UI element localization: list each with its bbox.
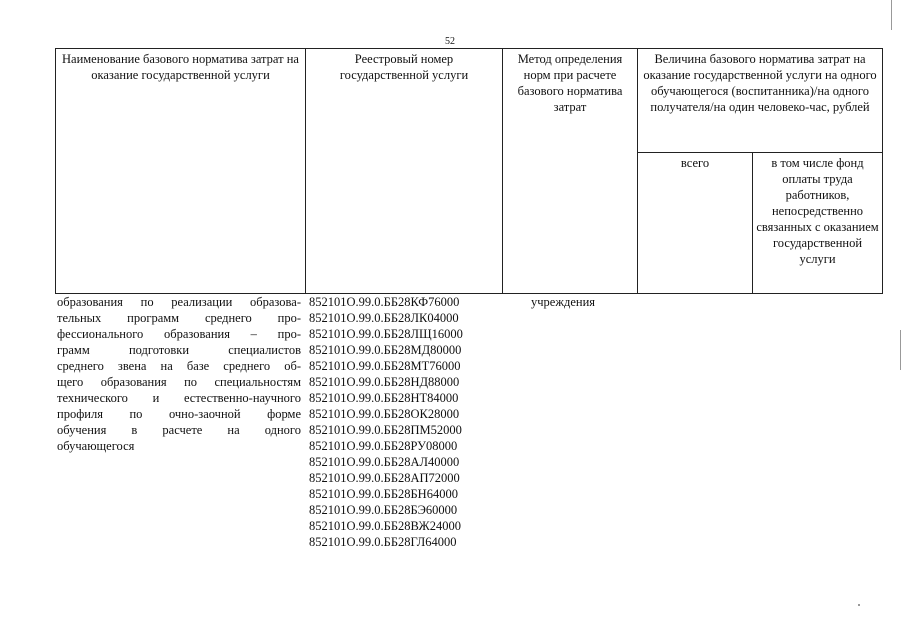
service-name-line: образования по реализации образова-: [57, 295, 301, 309]
service-name-text: [57, 294, 301, 454]
header-row: [56, 49, 883, 153]
header-total: всего: [638, 153, 753, 294]
registry-code: 852101О.99.0.ББ28БН64000: [309, 487, 458, 501]
scan-edge-mark: [891, 0, 892, 30]
service-name-line: обучения в расчете на одного: [57, 423, 301, 437]
registry-code: 852101О.99.0.ББ28ВЖ24000: [309, 519, 461, 533]
service-name-line: технического и естественно-научного: [57, 391, 301, 405]
service-name-line: среднего звена на базе среднего об-: [57, 359, 301, 373]
method-text: учреждения: [531, 295, 596, 309]
scan-edge-mark: [900, 330, 901, 370]
registry-code: 852101О.99.0.ББ28ПМ52000: [309, 423, 462, 437]
header-registry-number: Реестровый номер государственной услуги: [306, 49, 503, 294]
registry-code: 852101О.99.0.ББ28КФ76000: [309, 295, 460, 309]
service-name-line: обучающегося: [57, 439, 135, 453]
registry-codes: [309, 294, 504, 550]
service-name-line: тельных программ среднего про-: [57, 311, 301, 325]
service-name-line: щего образования по специальностям: [57, 375, 301, 389]
registry-code: 852101О.99.0.ББ28МТ76000: [309, 359, 461, 373]
registry-code: 852101О.99.0.ББ28БЭ60000: [309, 503, 458, 517]
header-wage-fund: в том числе фонд оплаты труда работников, непосредственно связанных с оказанием государственной услуги: [753, 153, 883, 294]
registry-code: 852101О.99.0.ББ28ГЛ64000: [309, 535, 457, 549]
registry-code: 852101О.99.0.ББ28АП72000: [309, 471, 460, 485]
registry-code: 852101О.99.0.ББ28ОК28000: [309, 407, 460, 421]
page-number: 52: [445, 36, 455, 47]
service-name-line: грамм подготовки специалистов: [57, 343, 301, 357]
registry-code: 852101О.99.0.ББ28АЛ40000: [309, 455, 460, 469]
registry-code: 852101О.99.0.ББ28МД80000: [309, 343, 462, 357]
service-name-line: профиля по очно-заочной форме: [57, 407, 301, 421]
registry-code: 852101О.99.0.ББ28НТ84000: [309, 391, 459, 405]
registry-code: 852101О.99.0.ББ28ЛК04000: [309, 311, 459, 325]
service-name-line: фессионального образования – про-: [57, 327, 301, 341]
header-method: Метод определения норм при расчете базового норматива затрат: [503, 49, 638, 294]
registry-code: 852101О.99.0.ББ28НД88000: [309, 375, 460, 389]
registry-code: 852101О.99.0.ББ28ЛЩ16000: [309, 327, 463, 341]
header-service-name: Наименование базового норматива затрат на оказание государственной услуги: [56, 49, 306, 294]
registry-code: 852101О.99.0.ББ28РУ08000: [309, 439, 458, 453]
header-table: [55, 48, 883, 294]
header-base-norm-value: Величина базового норматива затрат на оказание государственной услуги на одного обучающегося (воспитанника)/на одного получателя/на один человеко-час, рублей: [638, 49, 883, 153]
scan-dot-mark: [858, 604, 860, 606]
